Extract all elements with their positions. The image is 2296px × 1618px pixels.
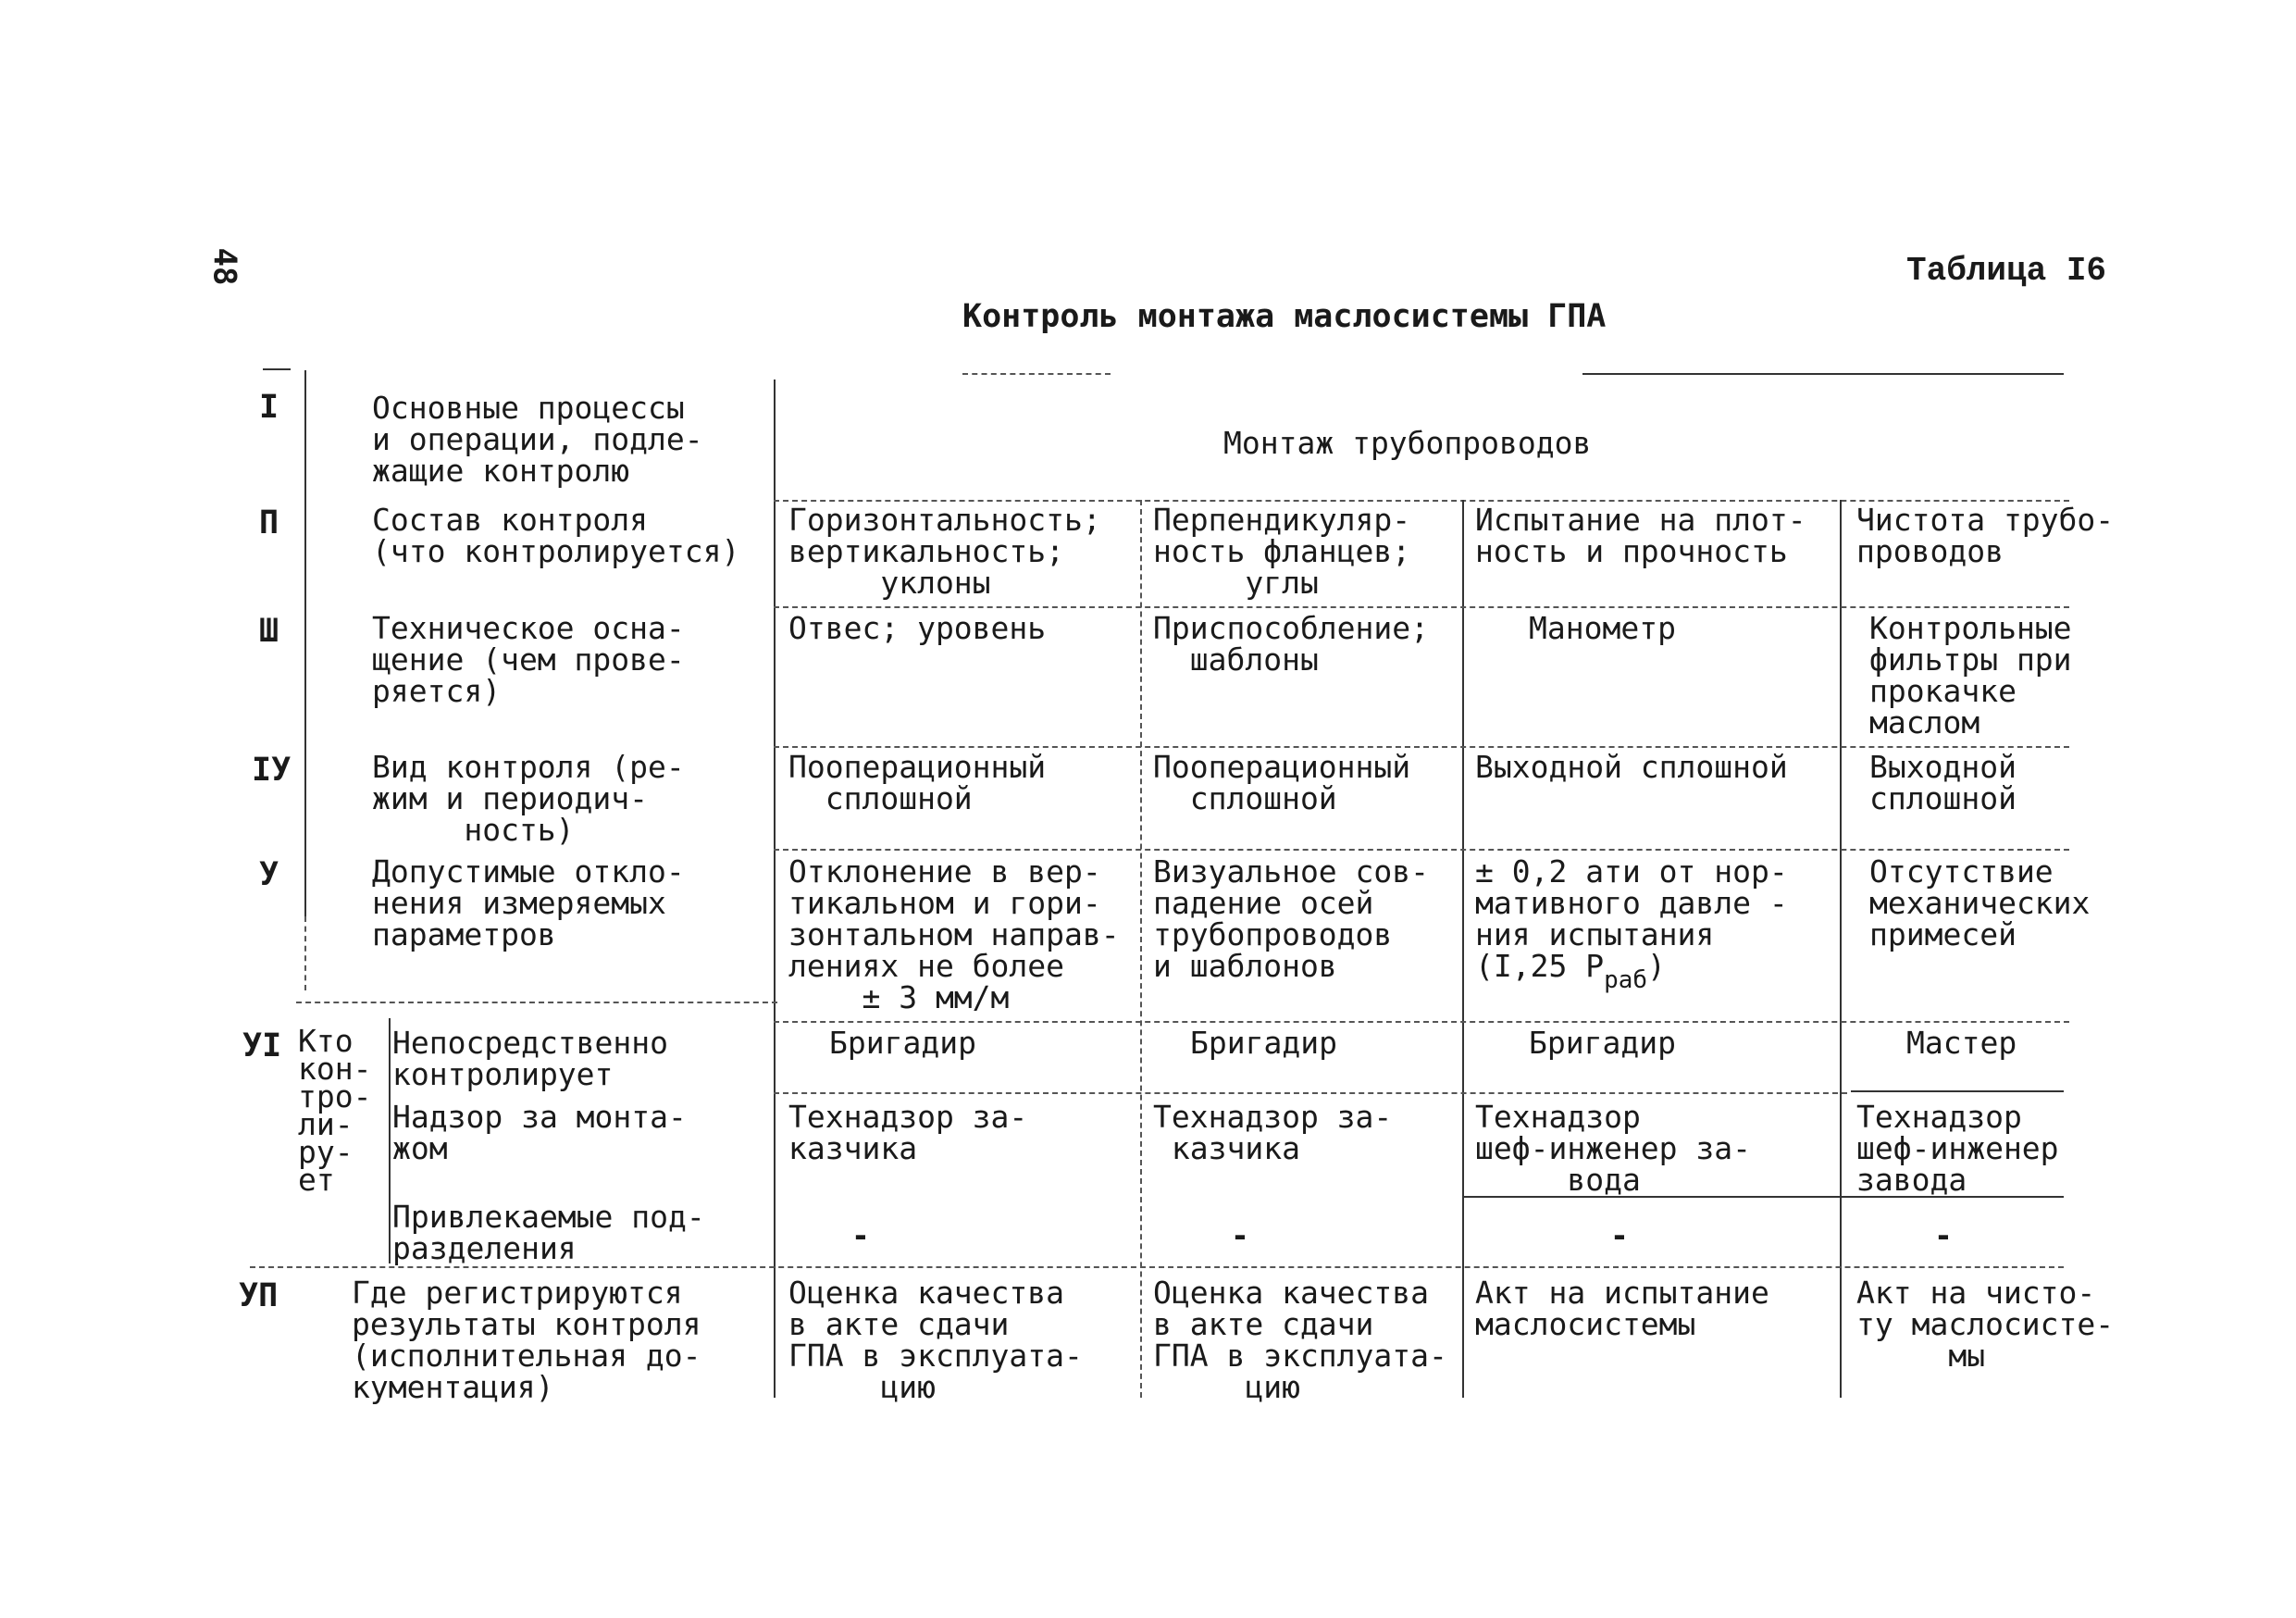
row-label: Вид контроля (ре- жим и периодич- ность) (372, 749, 685, 848)
table-cell: Технадзор за- казчика (788, 1099, 1028, 1166)
table-cell: Отсутствие механических примесей (1869, 853, 2091, 952)
row-number: П (259, 504, 279, 541)
row-number: I (259, 389, 279, 426)
table-cell: Отклонение в вер- тикальном и гори- зонтальном направ- лениях не более ± 3 мм/м (788, 853, 1120, 1015)
table-cell: Акт на испытание маслосистемы (1475, 1275, 1769, 1342)
row-value-span: Монтаж трубопроводов (1223, 425, 1592, 461)
row-number: УП (239, 1277, 279, 1314)
table-cell (1475, 853, 1788, 994)
sub-row-label: Привлекаемые под- разделения (392, 1199, 705, 1266)
row-label: Техническое осна- щение (чем прове- ряется) (372, 610, 685, 709)
table-cell: - (1610, 1217, 1629, 1253)
row-group-label: Кто кон- тро- ли- ру- ет (298, 1023, 372, 1198)
formula-subscript: раб (1604, 966, 1648, 994)
table-cell: Выходной сплошной (1869, 749, 2017, 816)
table-cell: Технадзор за- казчика (1153, 1099, 1393, 1166)
table-cell: Технадзор шеф-инженер завода (1856, 1099, 2059, 1198)
table-cell: Оценка качества в акте сдачи ГПА в эксплуата- цию (788, 1275, 1083, 1405)
table-cell: Контрольные фильтры при прокачке маслом (1869, 610, 2072, 741)
table-cell: Бригадир (1190, 1025, 1337, 1061)
table-cell: - (1934, 1217, 1953, 1253)
sub-row-label: Надзор за монта- жом (392, 1099, 687, 1166)
table-cell: Перпендикуляр- ность фланцев; углы (1153, 502, 1411, 601)
table-cell: Пооперационный сплошной (788, 749, 1047, 816)
formula-text: (I,25 P (1475, 948, 1605, 984)
table-cell: Горизонтальность; вертикальность; уклоны (788, 502, 1101, 601)
document-title: Контроль монтажа маслосистемы ГПА (962, 298, 1607, 335)
page-number: 48 (205, 247, 243, 286)
row-label: Состав контроля (что контролируется) (372, 502, 740, 569)
table-cell: - (851, 1217, 870, 1253)
table-cell: Оценка качества в акте сдачи ГПА в эксплуата- цию (1153, 1275, 1447, 1405)
sub-row-label: Непосредственно контролирует (392, 1025, 669, 1092)
row-number: IУ (252, 752, 292, 789)
cell-line: ± 0,2 ати от нор- (1475, 853, 1788, 890)
table-cell: Чистота трубо- проводов (1856, 502, 2115, 569)
table-cell: Бригадир (1529, 1025, 1676, 1061)
table-cell: Пооперационный сплошной (1153, 749, 1411, 816)
table-cell: Манометр (1529, 610, 1676, 646)
table-cell: Выходной сплошной (1475, 749, 1788, 785)
table-cell: Технадзор шеф-инженер за- вода (1475, 1099, 1752, 1198)
table-cell: Испытание на плот- ность и прочность (1475, 502, 1806, 569)
table-label: Таблица I6 (1906, 252, 2107, 290)
table-cell: Отвес; уровень (788, 610, 1047, 646)
cell-line: ния испытания (1475, 916, 1715, 952)
row-label: Основные процессы и операции, подле- жащие контролю (372, 390, 703, 489)
row-number: У (259, 856, 279, 893)
table-cell: Бригадир (829, 1025, 976, 1061)
table-cell: Мастер (1906, 1025, 2017, 1061)
table-cell: Приспособление; шаблоны (1153, 610, 1430, 678)
row-number: УI (242, 1027, 282, 1064)
row-number: Ш (259, 613, 279, 650)
row-label: Допустимые откло- нения измеряемых параметров (372, 853, 685, 952)
formula (1475, 948, 1788, 994)
cell-line: мативного давле - (1475, 885, 1788, 921)
table-cell: - (1231, 1217, 1249, 1253)
row-label: Где регистрируются результаты контроля (исполнительная до- кументация) (352, 1275, 701, 1405)
formula-close: ) (1647, 948, 1666, 984)
table-cell: Акт на чисто- ту маслосисте- мы (1856, 1275, 2115, 1374)
table-cell: Визуальное сов- падение осей трубопроводов и шаблонов (1153, 853, 1430, 984)
